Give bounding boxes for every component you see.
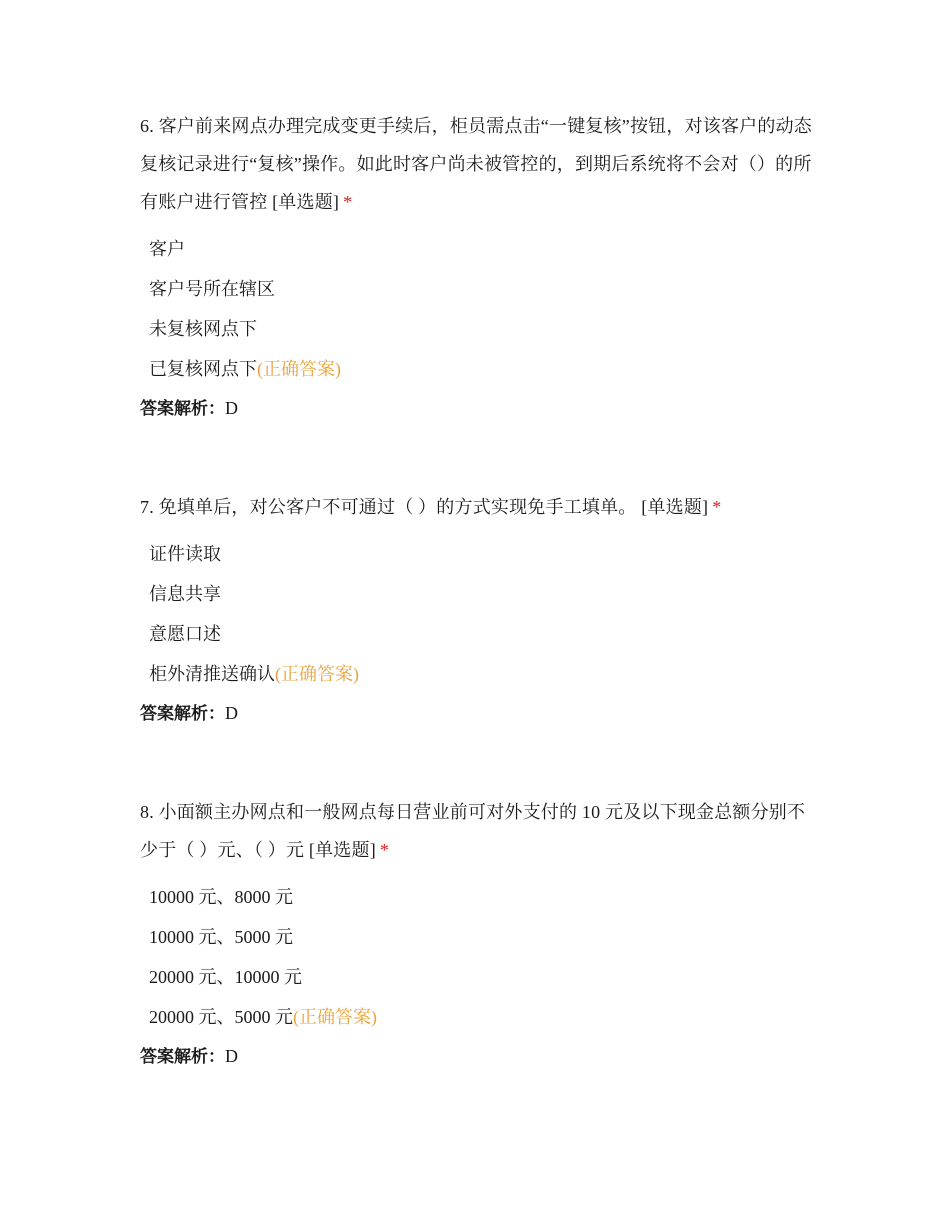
- answer-explanation: [140, 694, 820, 733]
- option-c[interactable]: [140, 309, 820, 349]
- correct-answer-tag: (正确答案): [293, 1007, 377, 1027]
- option-c[interactable]: [140, 957, 820, 997]
- required-mark: *: [379, 840, 390, 860]
- question-number: 6.: [140, 116, 154, 136]
- question-type: [单选题]: [272, 192, 340, 212]
- question-text: 小面额主办网点和一般网点每日营业前可对外支付的 10 元及以下现金总额分别不少于（ ）元、（ ）元: [140, 802, 806, 860]
- option-a[interactable]: [140, 534, 820, 574]
- option-text: 信息共享: [149, 584, 221, 604]
- explanation-label: 答案解析：: [140, 704, 225, 724]
- explanation-value: D: [225, 1046, 238, 1066]
- option-c[interactable]: [140, 614, 820, 654]
- option-text: 意愿口述: [149, 624, 221, 644]
- answer-explanation: [140, 1037, 820, 1076]
- option-text: 客户: [149, 239, 185, 259]
- question-text: 客户前来网点办理完成变更手续后，柜员需点击“一键复核”按钮，对该客户的动态复核记录进行“复核”操作。如此时客户尚未被管控的，到期后系统将不会对（）的所有账户进行管控: [140, 116, 812, 212]
- explanation-label: 答案解析：: [140, 1047, 225, 1067]
- option-b[interactable]: [140, 574, 820, 614]
- question-6: [140, 107, 820, 428]
- question-number: 8.: [140, 802, 154, 822]
- option-text: 未复核网点下: [149, 319, 257, 339]
- option-text: 已复核网点下: [149, 359, 257, 379]
- required-mark: *: [712, 497, 722, 517]
- option-d[interactable]: [140, 997, 820, 1037]
- explanation-label: 答案解析：: [140, 399, 225, 419]
- correct-answer-tag: (正确答案): [275, 664, 359, 684]
- option-text: 20000 元、5000 元: [149, 1007, 293, 1027]
- explanation-value: D: [225, 703, 238, 723]
- question-text: 免填单后，对公客户不可通过（ ）的方式实现免手工填单。: [158, 497, 637, 517]
- option-list: [140, 534, 820, 694]
- question-8: [140, 793, 820, 1076]
- option-text: 客户号所在辖区: [149, 279, 275, 299]
- option-b[interactable]: [140, 917, 820, 957]
- question-title: [140, 488, 820, 526]
- option-text: 20000 元、10000 元: [149, 967, 302, 987]
- option-text: 柜外清推送确认: [149, 664, 275, 684]
- correct-answer-tag: (正确答案): [257, 359, 341, 379]
- answer-explanation: [140, 389, 820, 428]
- question-type: [单选题]: [308, 840, 376, 860]
- question-7: [140, 488, 820, 733]
- option-text: 10000 元、8000 元: [149, 887, 293, 907]
- option-d[interactable]: [140, 654, 820, 694]
- option-list: [140, 877, 820, 1037]
- question-title: [140, 107, 820, 221]
- option-d[interactable]: [140, 349, 820, 389]
- question-number: 7.: [140, 497, 154, 517]
- required-mark: *: [343, 192, 353, 212]
- option-a[interactable]: [140, 229, 820, 269]
- question-title: [140, 793, 820, 869]
- option-list: [140, 229, 820, 389]
- explanation-value: D: [225, 398, 238, 418]
- option-a[interactable]: [140, 877, 820, 917]
- question-type: [单选题]: [641, 497, 709, 517]
- option-text: 证件读取: [149, 544, 221, 564]
- option-b[interactable]: [140, 269, 820, 309]
- option-text: 10000 元、5000 元: [149, 927, 293, 947]
